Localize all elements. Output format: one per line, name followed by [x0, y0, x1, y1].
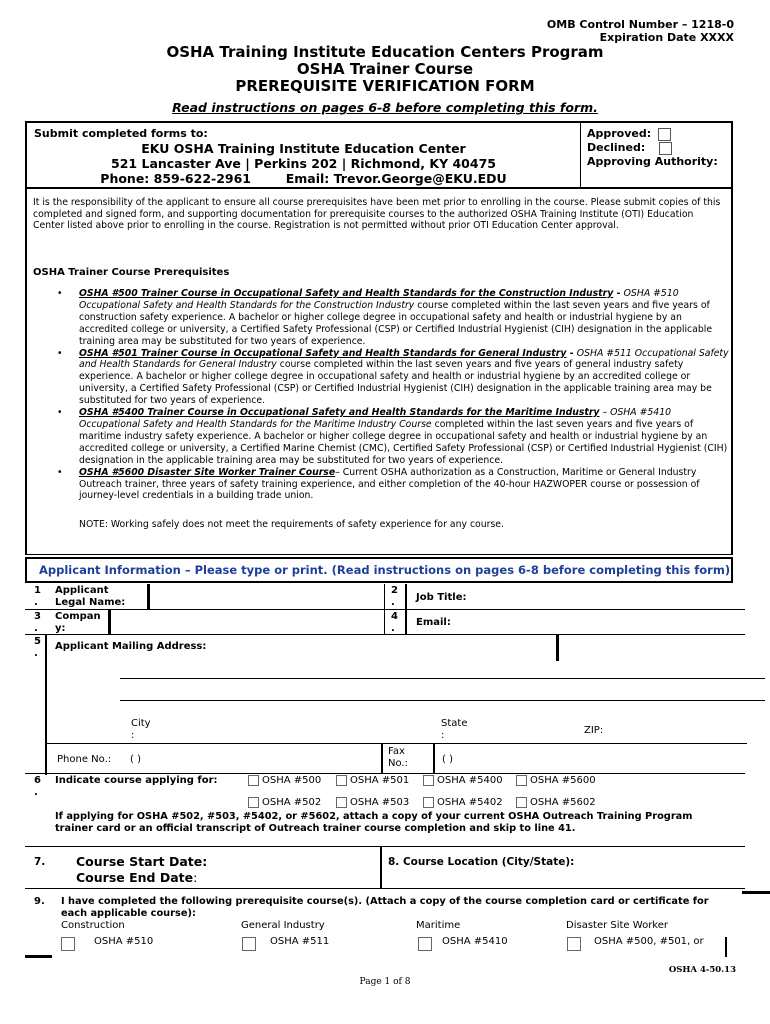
address-line-2 — [120, 678, 765, 679]
prereq-title: OSHA #500 Trainer Course in Occupational Safety and Health Standards for the Construction Industry — [79, 288, 614, 299]
prereq-list — [57, 288, 729, 502]
row-1-number: 1 . — [34, 585, 41, 608]
email-input[interactable] — [460, 611, 730, 634]
company-input[interactable] — [112, 611, 382, 634]
page-number: Page 1 of 8 — [359, 977, 411, 987]
phone-label: Phone No.: — [57, 754, 112, 765]
note-text: NOTE: Working safely does not meet the requirements of safety experience for any course. — [79, 519, 504, 530]
course-location-label: 8. Course Location (City/State): — [388, 856, 575, 868]
prereq-body: course completed within the last seven years and five years of general industry safety experience. A bachelor or higher college degree in occupational safety and health or industrial hygiene by an accredited college or university, a Certified Safety Professional (CSP) or Certified Industrial Hygienist (CIH) designation in the applicable training area may be substituted for two years of experience. — [79, 359, 712, 407]
job-title-label: Job Title: — [416, 592, 467, 603]
prereq-sep: - — [613, 288, 624, 299]
course-502-checkbox[interactable] — [248, 797, 259, 808]
declined-checkbox[interactable] — [659, 142, 672, 155]
prereq-item-500 — [57, 288, 729, 348]
row-7-number: 7. — [34, 856, 46, 868]
prereq-title: OSHA #5600 Disaster Site Worker Trainer Course — [79, 466, 336, 478]
declined-row — [587, 141, 718, 155]
row-9-number: 9. — [34, 896, 45, 907]
field-divider — [405, 610, 407, 635]
row-marker — [725, 937, 727, 957]
course-5602-label: OSHA #5602 — [530, 797, 596, 808]
row-6-number: 6 . — [34, 775, 41, 798]
applicant-info-bar — [25, 557, 733, 583]
row-3-number: 3 . — [34, 611, 41, 634]
osha-510-checkbox[interactable] — [61, 937, 75, 951]
mailing-address-label: Applicant Mailing Address: — [55, 641, 207, 652]
course-5402-checkbox[interactable] — [423, 797, 434, 808]
field-divider — [384, 610, 385, 635]
omb-control-number: OMB Control Number – 1218-0 — [546, 18, 734, 31]
legal-name-label: Applicant Legal Name: — [55, 585, 126, 608]
col-construction-head: Construction — [61, 920, 125, 931]
field-divider — [147, 584, 150, 610]
row-line — [25, 888, 745, 889]
row-5-divider — [45, 635, 47, 775]
course-5400-label: OSHA #5400 — [437, 775, 503, 786]
city-label: City : — [131, 718, 151, 741]
prereq-italic: OSHA #510 Occupational Safety and Health Standards for the Construction Industry — [79, 288, 679, 311]
approved-row — [587, 127, 718, 141]
course-title: OSHA Trainer Course — [296, 60, 474, 78]
field-divider — [380, 846, 382, 889]
prereq-italic: OSHA #511 Occupational Safety and Health Standards for General Industry — [79, 347, 729, 371]
center-email: Email: Trevor.George@EKU.EDU — [285, 171, 507, 186]
bullet-icon: • — [57, 288, 63, 299]
form-number: OSHA 4-50.13 — [668, 965, 736, 975]
prereq-body: course completed within the last seven years and five years of construction safety experience. A bachelor or higher college degree in occupational safety and health or industrial hygiene by an accredited college or university, a Certified Safety Professional (CSP) or Certified Industrial Hygienist (CIH) designation in the applicable training area may be substituted for two years of experience. — [79, 299, 713, 347]
row-line — [25, 609, 745, 610]
center-phone-email — [27, 171, 580, 186]
submit-info — [27, 123, 581, 187]
course-500-checkbox[interactable] — [248, 775, 259, 786]
row-marker — [25, 955, 52, 958]
osha-5410-label: OSHA #5410 — [442, 936, 508, 947]
row-line — [25, 846, 745, 847]
mailing-address-input[interactable] — [215, 637, 550, 657]
course-503-label: OSHA #503 — [350, 797, 410, 808]
prerequisites-box — [25, 189, 733, 555]
form-titles — [0, 44, 770, 95]
responsibility-text: It is the responsibility of the applicant to ensure all course prerequisites have been met prior to enrolling in the course. Please submit copies of this completed and signed form, and supporting documentation for prerequisite courses to the authorized OSHA Training Institute (OTI) Education Center listed above prior to enrolling in the course. Registration is not permitted without prior OTI Education Center approval. — [33, 197, 721, 231]
course-501-checkbox[interactable] — [336, 775, 347, 786]
omb-block — [547, 18, 734, 44]
zip-label: ZIP: — [584, 725, 604, 736]
course-500-label: OSHA #500 — [262, 775, 322, 786]
course-5400-checkbox[interactable] — [423, 775, 434, 786]
submit-label: Submit completed forms to: — [34, 127, 208, 140]
course-5600-label: OSHA #5600 — [530, 775, 596, 786]
prereq-item-5400 — [57, 407, 729, 467]
job-title-input[interactable] — [480, 585, 730, 609]
row-line — [47, 743, 747, 744]
declined-label: Declined: — [587, 141, 646, 154]
course-503-checkbox[interactable] — [336, 797, 347, 808]
colon: : — [193, 870, 198, 885]
submit-box — [25, 121, 733, 189]
osha-dsw-checkbox[interactable] — [567, 937, 581, 951]
osha-511-label: OSHA #511 — [270, 936, 330, 947]
field-divider — [381, 743, 383, 774]
fax-input[interactable]: ( ) — [442, 754, 453, 765]
applying-note: If applying for OSHA #502, #503, #5402, or #5602, attach a copy of your current OSHA Outreach Training Program trainer card or an official transcript of Outreach trainer course completion and skip to line 41. — [55, 811, 693, 834]
prereq-body: completed within the last seven years and five years of maritime industry safety experience. A bachelor or higher college degree in occupational safety and health or industrial hygiene by an accredited college or university, a Certified Marine Chemist (CMC), Certified Safety Professional (CSP) or Certified Industrial Hygienist (CIH) designation in the applicable training area may be substituted for two years of experience. — [79, 418, 728, 466]
program-title: OSHA Training Institute Education Centers Program — [166, 43, 604, 61]
fax-label: Fax No.: — [388, 746, 408, 769]
col-general-head: General Industry — [241, 920, 325, 931]
approved-checkbox[interactable] — [658, 128, 671, 141]
prereq-item-501 — [57, 347, 729, 408]
approval-fields — [587, 127, 718, 169]
course-501-label: OSHA #501 — [350, 775, 410, 786]
course-5602-checkbox[interactable] — [516, 797, 527, 808]
approved-label: Approved: — [587, 127, 652, 140]
course-502-label: OSHA #502 — [262, 797, 322, 808]
email-label: Email: — [416, 617, 451, 628]
center-phone: Phone: 859-622-2961 — [100, 171, 252, 186]
approving-authority-label: Approving Authority: — [587, 155, 718, 168]
approval-area — [583, 123, 731, 187]
indicate-course-label: Indicate course applying for: — [55, 775, 218, 786]
prereq-completed-text: I have completed the following prerequisite course(s). (Attach a copy of the course completion card or certificate for each applicable course): — [61, 896, 709, 919]
read-instructions: Read instructions on pages 6-8 before completing this form. — [172, 100, 598, 115]
osha-511-checkbox[interactable] — [242, 937, 256, 951]
bullet-icon: • — [57, 407, 63, 419]
applicant-info-heading: Applicant Information – Please type or print. (Read instructions on pages 6-8 before completing this form) — [39, 563, 731, 577]
bullet-icon: • — [57, 466, 63, 478]
address-line-3 — [120, 700, 765, 701]
osha-dsw-label: OSHA #500, #501, or — [594, 936, 704, 947]
row-marker — [742, 891, 770, 894]
prereq-sep: – — [599, 407, 611, 419]
center-address: 521 Lancaster Ave | Perkins 202 | Richmond, KY 40475 — [111, 156, 496, 171]
prereq-heading: OSHA Trainer Course Prerequisites — [33, 267, 230, 278]
course-5402-label: OSHA #5402 — [437, 797, 503, 808]
prereq-italic: OSHA #5410 Occupational Safety and Health Standards for the Maritime Industry Course — [79, 407, 672, 430]
prereq-body: – Current OSHA authorization as a Construction, Maritime or General Industry Outreach trainer, three years of safety training experience, and either completion of the 40-hour HAZWOPER course or possession of journey-level credentials in a building trade union. — [79, 466, 700, 502]
row-line — [25, 773, 745, 774]
row-2-number: 2 . — [391, 585, 398, 608]
col-maritime-head: Maritime — [416, 920, 461, 931]
phone-input[interactable]: ( ) — [130, 754, 141, 765]
row-line — [25, 634, 745, 635]
state-label: State : — [441, 718, 468, 741]
form-title: PREREQUISITE VERIFICATION FORM — [235, 77, 535, 95]
field-divider — [433, 743, 435, 774]
center-contact — [27, 141, 580, 186]
field-divider — [556, 635, 559, 661]
osha-5410-checkbox[interactable] — [418, 937, 432, 951]
course-5600-checkbox[interactable] — [516, 775, 527, 786]
osha-510-label: OSHA #510 — [94, 936, 154, 947]
prereq-title: OSHA #501 Trainer Course in Occupational Safety and Health Standards for General Industry — [79, 347, 567, 359]
row-5-number: 5 . — [34, 636, 41, 659]
prereq-item-5600 — [57, 466, 729, 503]
bullet-icon: • — [57, 347, 63, 359]
course-dates-label — [76, 854, 207, 886]
expiration-date: Expiration Date XXXX — [599, 31, 734, 44]
company-label: Compan y: — [55, 611, 101, 634]
course-dates-input[interactable] — [250, 855, 375, 885]
prereq-sep: - — [566, 347, 577, 359]
course-location-input[interactable] — [600, 852, 730, 882]
course-end-date-label: Course End Date — [76, 870, 194, 885]
legal-name-input[interactable] — [151, 585, 381, 609]
prereq-title: OSHA #5400 Trainer Course in Occupational Safety and Health Standards for the Maritime Industry — [79, 407, 600, 419]
col-disaster-head: Disaster Site Worker — [566, 920, 668, 931]
center-name: EKU OSHA Training Institute Education Center — [141, 141, 466, 156]
field-divider — [384, 584, 385, 610]
course-start-date-label: Course Start Date: — [76, 854, 208, 869]
field-divider — [405, 584, 407, 610]
row-4-number: 4 . — [391, 611, 398, 634]
field-divider — [108, 610, 111, 635]
